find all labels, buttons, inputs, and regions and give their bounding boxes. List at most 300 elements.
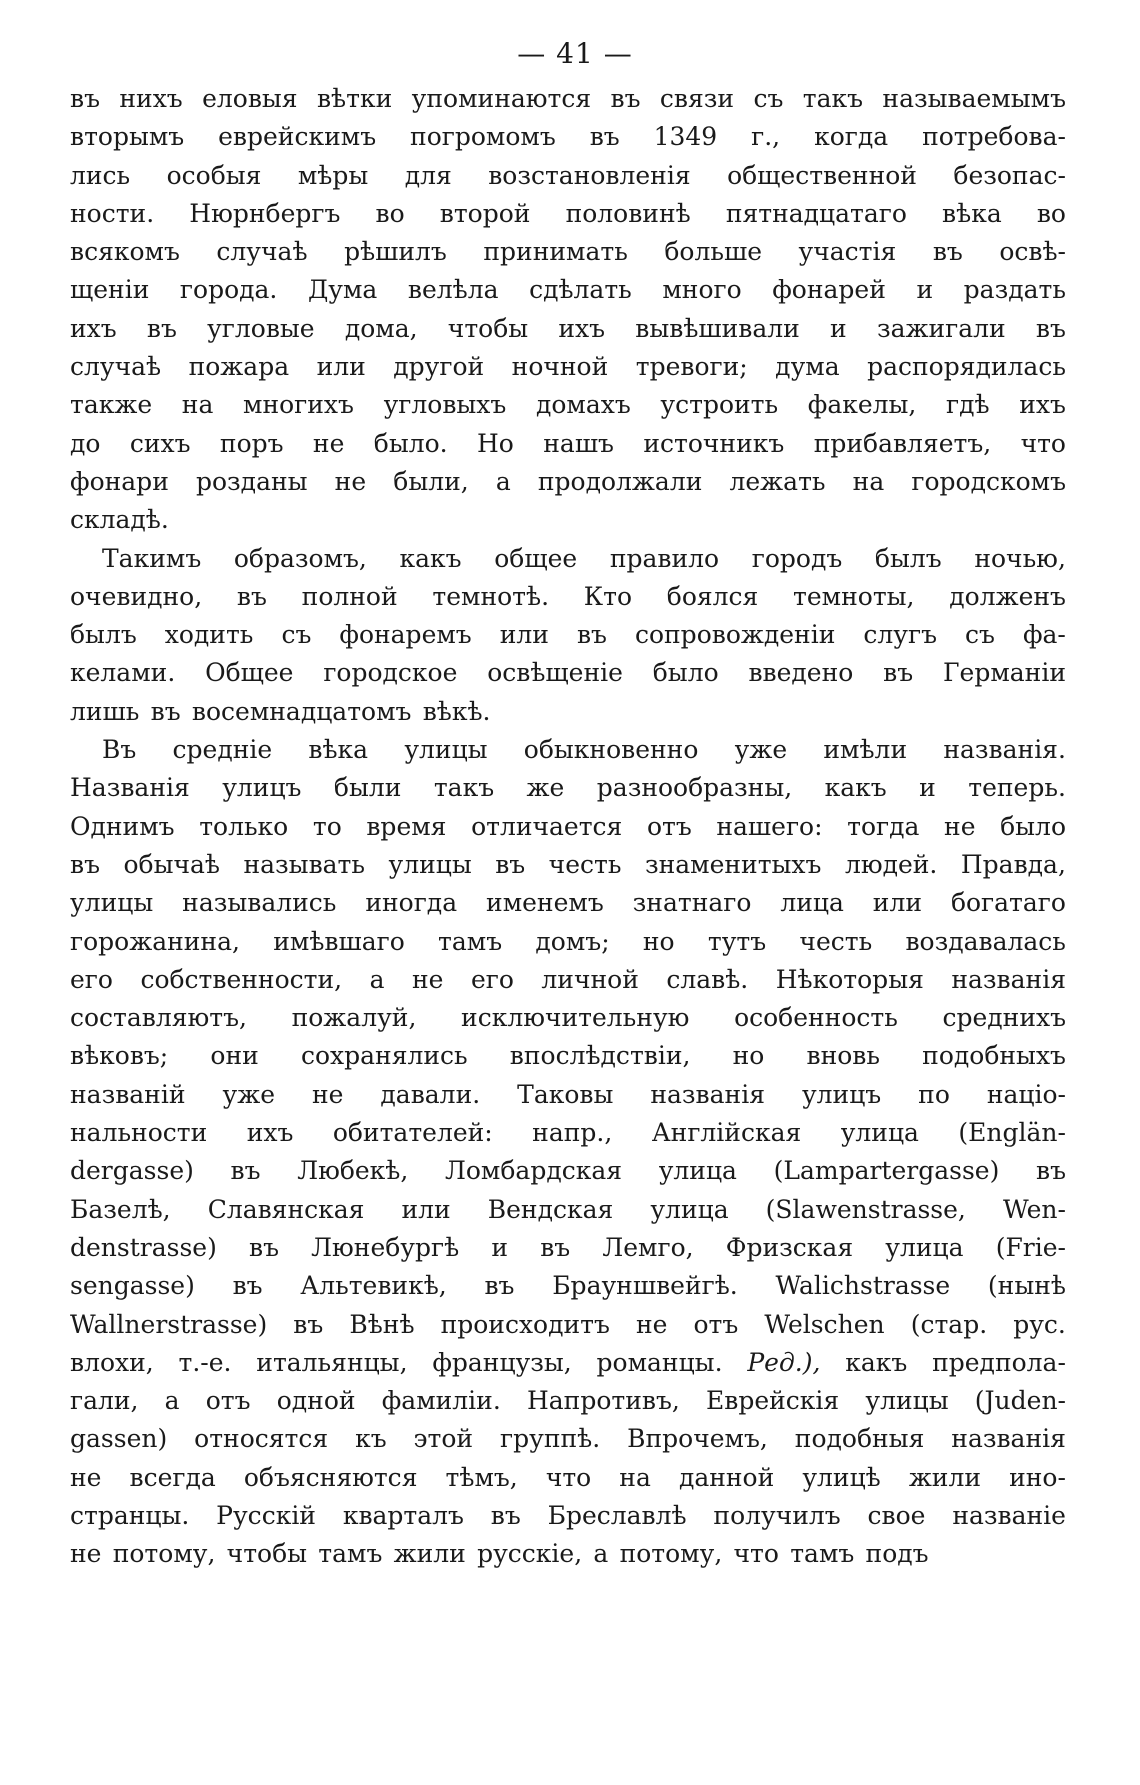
word: въ	[589, 122, 620, 152]
word: ихъ	[558, 313, 606, 343]
word: фа-	[1022, 620, 1066, 650]
word: сопровожденіи	[634, 620, 836, 650]
word: называть	[243, 849, 365, 879]
word: въ	[236, 581, 267, 611]
word: sengasse)	[70, 1271, 195, 1301]
word: щеніи	[70, 275, 150, 305]
word: съ	[965, 620, 995, 650]
word: Названія	[70, 773, 190, 803]
word: въ	[1036, 1156, 1066, 1186]
word: ночью,	[974, 543, 1066, 573]
word: темноты,	[793, 581, 915, 611]
word: розданы	[195, 466, 308, 496]
word: во	[1036, 198, 1066, 228]
text-line	[70, 1114, 1066, 1152]
word: случаѣ	[70, 352, 162, 382]
word: Дума	[307, 275, 378, 305]
word: раздать	[963, 275, 1066, 305]
word: воздавалась	[905, 926, 1066, 956]
word: предпола-	[932, 1347, 1066, 1377]
word: въ	[484, 1271, 515, 1301]
word: время	[366, 811, 447, 841]
word: Walichstrasse	[775, 1271, 951, 1301]
word: больше	[664, 237, 762, 267]
word: случаѣ	[216, 237, 308, 267]
word: Такимъ	[102, 543, 202, 573]
word: русскіе,	[477, 1539, 583, 1569]
text-line	[70, 693, 1066, 731]
word: или	[499, 620, 549, 650]
word: давали.	[380, 1079, 481, 1109]
word: улица	[658, 1156, 737, 1186]
text-line	[70, 1382, 1066, 1420]
word: погромомъ	[410, 122, 556, 152]
word: (Englän-	[958, 1118, 1066, 1148]
word: не	[312, 428, 345, 458]
word: ихъ	[246, 1118, 294, 1148]
word: напр.,	[532, 1118, 613, 1148]
word: dergasse)	[70, 1156, 194, 1186]
word: итальянцы,	[256, 1347, 408, 1377]
word: или	[872, 888, 923, 918]
word: вѣка	[308, 735, 369, 765]
word: Бреславлѣ	[547, 1500, 687, 1530]
word: Вѣнѣ	[349, 1309, 415, 1339]
word: не	[311, 1079, 344, 1109]
text-line	[70, 808, 1066, 846]
paragraph	[70, 80, 1066, 540]
text-line	[70, 1535, 1066, 1573]
word: улицы	[865, 1386, 949, 1416]
word: г.,	[751, 122, 781, 152]
word: не	[70, 1462, 102, 1492]
word: Однимъ	[70, 811, 175, 841]
word: былъ	[874, 543, 942, 573]
word: до	[70, 428, 101, 458]
word: теперь.	[968, 773, 1066, 803]
word: устроить	[660, 390, 779, 420]
word: они	[210, 1041, 259, 1071]
text-line	[70, 884, 1066, 922]
word: Фризская	[725, 1232, 854, 1262]
word: улица	[840, 1118, 919, 1148]
word: знаменитыхъ	[644, 849, 822, 879]
word: съ	[753, 84, 784, 113]
word: еврейскимъ	[218, 122, 377, 152]
word: названія.	[943, 735, 1066, 765]
word: чтобы	[226, 1539, 308, 1569]
word: лись	[70, 160, 131, 190]
word: Славянская	[207, 1194, 365, 1224]
word: ночной	[511, 352, 609, 382]
word: группѣ.	[500, 1424, 601, 1454]
word: этой	[413, 1424, 474, 1454]
word: не	[411, 964, 444, 994]
word: прибавляетъ,	[813, 428, 992, 458]
word: половинѣ	[565, 198, 691, 228]
word: всегда	[129, 1462, 216, 1492]
word: и	[916, 275, 934, 305]
text-line	[70, 233, 1066, 271]
word: темнотѣ.	[432, 581, 550, 611]
word: дума	[775, 352, 840, 382]
word: вѣтки	[316, 84, 393, 113]
paragraph	[70, 540, 1066, 731]
word: исключительную	[461, 1003, 690, 1033]
word: было.	[373, 428, 448, 458]
word: подъ	[865, 1539, 929, 1569]
word: лежать	[729, 466, 826, 496]
text-line	[70, 923, 1066, 961]
word: возстановленія	[488, 160, 691, 190]
word: относятся	[194, 1424, 329, 1454]
text-line	[70, 463, 1066, 501]
word: богатаго	[950, 888, 1066, 918]
word: свое	[867, 1500, 926, 1530]
paragraph	[70, 731, 1066, 1574]
word: особыя	[166, 160, 262, 190]
word: названія	[650, 1079, 765, 1109]
word: тамъ	[318, 1539, 383, 1569]
word: Но	[477, 428, 514, 458]
text-line	[70, 731, 1066, 769]
word: одной	[276, 1386, 356, 1416]
text-body	[70, 80, 1066, 1574]
word: освѣщеніе	[487, 658, 623, 688]
word: фонарей	[772, 275, 886, 305]
text-line	[70, 80, 1066, 118]
text-line	[70, 961, 1066, 999]
word: долженъ	[949, 581, 1066, 611]
word: Англійская	[651, 1118, 802, 1148]
word: названій	[70, 1079, 186, 1109]
word: нальности	[70, 1118, 208, 1148]
word: къ	[355, 1424, 387, 1454]
word: мѣры	[297, 160, 369, 190]
word: Общее	[205, 658, 294, 688]
word: поръ	[219, 428, 284, 458]
word: личной	[541, 964, 639, 994]
word: но	[732, 1041, 765, 1071]
word: влохи,	[70, 1347, 154, 1377]
text-line	[70, 310, 1066, 348]
word: на	[181, 390, 214, 420]
word: лица	[780, 888, 844, 918]
word: (нынѣ	[987, 1271, 1066, 1301]
text-line	[70, 540, 1066, 578]
word: Нѣкоторыя	[775, 964, 924, 994]
word: велѣла	[407, 275, 499, 305]
word: 1349	[653, 122, 718, 152]
word: Русскій	[216, 1500, 316, 1530]
word: ходить	[164, 620, 254, 650]
word: не	[944, 811, 976, 841]
word: впослѣдствіи,	[509, 1041, 691, 1071]
word: правило	[609, 543, 720, 573]
word: тѣмъ,	[445, 1462, 518, 1492]
word: (Lampartergasse)	[773, 1156, 1000, 1186]
word: такъ	[802, 84, 864, 113]
word: пятнадцатаго	[725, 198, 907, 228]
word: отъ	[693, 1309, 739, 1339]
text-line	[70, 616, 1066, 654]
word: были	[333, 773, 402, 803]
text-line	[70, 501, 1066, 539]
word: именемъ	[486, 888, 604, 918]
word: домахъ	[535, 390, 631, 420]
word: получилъ	[713, 1500, 841, 1530]
word: но	[642, 926, 675, 956]
word: называемымъ	[882, 84, 1066, 113]
word: для	[404, 160, 452, 190]
word: сихъ	[129, 428, 191, 458]
word: потому,	[112, 1539, 216, 1569]
word: въ	[146, 313, 177, 343]
word: средніе	[172, 735, 273, 765]
word: и	[919, 773, 936, 803]
word: были,	[393, 466, 469, 496]
word: какъ	[399, 543, 462, 573]
word: подобныя	[794, 1424, 925, 1454]
word: было	[652, 658, 719, 688]
word: Впрочемъ,	[627, 1424, 768, 1454]
word: въ	[540, 1232, 571, 1262]
word: кварталъ	[342, 1500, 464, 1530]
word: фонари	[70, 466, 169, 496]
word: славѣ.	[666, 964, 749, 994]
word: отъ	[205, 1386, 251, 1416]
word: его	[70, 964, 113, 994]
word: улица	[885, 1232, 964, 1262]
word: много	[662, 275, 742, 305]
word: въ	[883, 658, 914, 688]
word: городское	[323, 658, 458, 688]
text-line	[70, 1191, 1066, 1229]
word: тогда	[847, 811, 920, 841]
text-line	[70, 425, 1066, 463]
word: городскомъ	[911, 466, 1066, 496]
word: какъ	[824, 773, 887, 803]
word: отъ	[646, 811, 692, 841]
word: Любекѣ,	[297, 1156, 409, 1186]
word: освѣ-	[999, 237, 1066, 267]
word: участія	[798, 237, 897, 267]
word: вывѣшивали	[635, 313, 800, 343]
word: еловыя	[202, 84, 298, 113]
word: упоминаются	[411, 84, 592, 113]
word: городъ	[751, 543, 843, 573]
word: знатнаго	[632, 888, 752, 918]
text-line	[70, 386, 1066, 424]
text-line	[70, 1076, 1066, 1114]
text-line	[70, 1229, 1066, 1267]
word: названіе	[952, 1500, 1066, 1530]
word: названія	[951, 1424, 1066, 1454]
text-line	[70, 157, 1066, 195]
text-line	[70, 1037, 1066, 1075]
word: горожанина,	[70, 926, 240, 956]
word: Wen-	[1002, 1194, 1066, 1224]
word: романцы.	[596, 1347, 723, 1377]
word: чтобы	[447, 313, 529, 343]
word: среднихъ	[942, 1003, 1066, 1033]
word: въ	[150, 696, 181, 726]
word: иногда	[365, 888, 458, 918]
word: всякомъ	[70, 237, 180, 267]
word: Wallnerstrasse)	[70, 1309, 268, 1339]
word: же	[526, 773, 565, 803]
word: Таковы	[517, 1079, 614, 1109]
word: зажигали	[876, 313, 1006, 343]
word: Люнебургѣ	[311, 1232, 460, 1262]
word: (Juden-	[974, 1386, 1066, 1416]
word: второй	[439, 198, 531, 228]
text-line	[70, 1459, 1066, 1497]
word: ихъ	[70, 313, 117, 343]
word: его	[470, 964, 514, 994]
word: объясняются	[243, 1462, 418, 1492]
word: вѣкѣ.	[422, 696, 491, 726]
word: ихъ	[1019, 390, 1066, 420]
word: тамъ	[790, 1539, 855, 1569]
word: когда	[814, 122, 889, 152]
word: отличается	[471, 811, 623, 841]
word: жили	[393, 1539, 466, 1569]
word: Лемго,	[602, 1232, 694, 1262]
word: обыкновенно	[523, 735, 699, 765]
word: было	[1000, 811, 1066, 841]
word: общее	[494, 543, 578, 573]
word: продолжали	[537, 466, 703, 496]
word: улица	[650, 1194, 729, 1224]
word: сдѣлать	[529, 275, 632, 305]
text-line	[70, 654, 1066, 692]
word: ино-	[1009, 1462, 1066, 1492]
word: фамиліи.	[381, 1386, 501, 1416]
word: вѣковъ;	[70, 1041, 169, 1071]
word: составляютъ,	[70, 1003, 247, 1033]
word: боялся	[666, 581, 759, 611]
word: то	[312, 811, 342, 841]
word: а	[164, 1386, 180, 1416]
word: въ	[490, 1500, 521, 1530]
word: или	[316, 352, 366, 382]
word: тревоги;	[635, 352, 748, 382]
word: въ	[610, 84, 641, 113]
word: обычаѣ	[123, 849, 220, 879]
word: не	[334, 466, 367, 496]
word: Вендская	[487, 1194, 614, 1224]
text-line	[70, 271, 1066, 309]
word: (Frie-	[995, 1232, 1066, 1262]
word: въ	[932, 237, 963, 267]
word: келами.	[70, 658, 176, 688]
word: нашъ	[543, 428, 614, 458]
word: обитателей:	[332, 1118, 493, 1148]
word: дома,	[344, 313, 418, 343]
word: ности.	[70, 198, 155, 228]
word: угловые	[207, 313, 315, 343]
word: безопас-	[953, 160, 1066, 190]
word: восемнадцатомъ	[191, 696, 412, 726]
word: вновь	[806, 1041, 880, 1071]
word: Въ	[102, 735, 137, 765]
word: Ломбардская	[445, 1156, 623, 1186]
word: Германіи	[942, 658, 1066, 688]
text-line	[70, 769, 1066, 807]
word: происходитъ	[440, 1309, 610, 1339]
word: данной	[678, 1462, 775, 1492]
word: назывались	[182, 888, 337, 918]
word: имѣвшаго	[273, 926, 405, 956]
word: также	[70, 390, 153, 420]
book-page	[70, 34, 1066, 1574]
word: французы,	[432, 1347, 572, 1377]
word: что	[545, 1462, 592, 1492]
word: честь	[548, 849, 622, 879]
text-line	[70, 1267, 1066, 1305]
word: (Slawenstrasse,	[765, 1194, 966, 1224]
word: связи	[659, 84, 735, 113]
word: Еврейскія	[706, 1386, 840, 1416]
word: въ	[70, 849, 100, 879]
word: Альтевикѣ,	[300, 1271, 447, 1301]
word: улицы	[388, 849, 472, 879]
word: пожалуй,	[291, 1003, 417, 1033]
word: особенность	[734, 1003, 898, 1033]
word: а	[593, 1539, 609, 1569]
word: введено	[748, 658, 854, 688]
word: а	[495, 466, 511, 496]
word: слугъ	[863, 620, 937, 650]
word: потому,	[619, 1539, 723, 1569]
word: во	[375, 198, 405, 228]
text-line	[70, 195, 1066, 233]
word: угловыхъ	[383, 390, 507, 420]
word: пожара	[188, 352, 290, 382]
word: въ	[576, 620, 607, 650]
word: Правда,	[960, 849, 1066, 879]
word: только	[199, 811, 289, 841]
word: въ	[495, 849, 526, 879]
word: denstrasse)	[70, 1232, 217, 1262]
word: гали,	[70, 1386, 139, 1416]
word: въ	[293, 1309, 324, 1339]
word: такъ	[433, 773, 495, 803]
word: въ	[1035, 313, 1066, 343]
word: распорядилась	[867, 352, 1066, 382]
word: былъ	[70, 620, 137, 650]
word: съ	[281, 620, 312, 650]
word: разнообразны,	[596, 773, 793, 803]
text-line	[70, 1497, 1066, 1535]
word: факелы,	[807, 390, 917, 420]
text-line	[70, 1306, 1066, 1344]
word: гдѣ	[946, 390, 990, 420]
text-line	[70, 118, 1066, 156]
word: что	[733, 1539, 779, 1569]
text-line	[70, 846, 1066, 884]
word: названія	[951, 964, 1066, 994]
word: тутъ	[707, 926, 767, 956]
word: домъ;	[535, 926, 610, 956]
word: улицы	[404, 735, 488, 765]
word: источникъ	[643, 428, 785, 458]
word: Кто	[583, 581, 633, 611]
word: улицъ	[801, 1079, 882, 1109]
word: (стар.	[910, 1309, 988, 1339]
word: въ	[70, 84, 100, 113]
